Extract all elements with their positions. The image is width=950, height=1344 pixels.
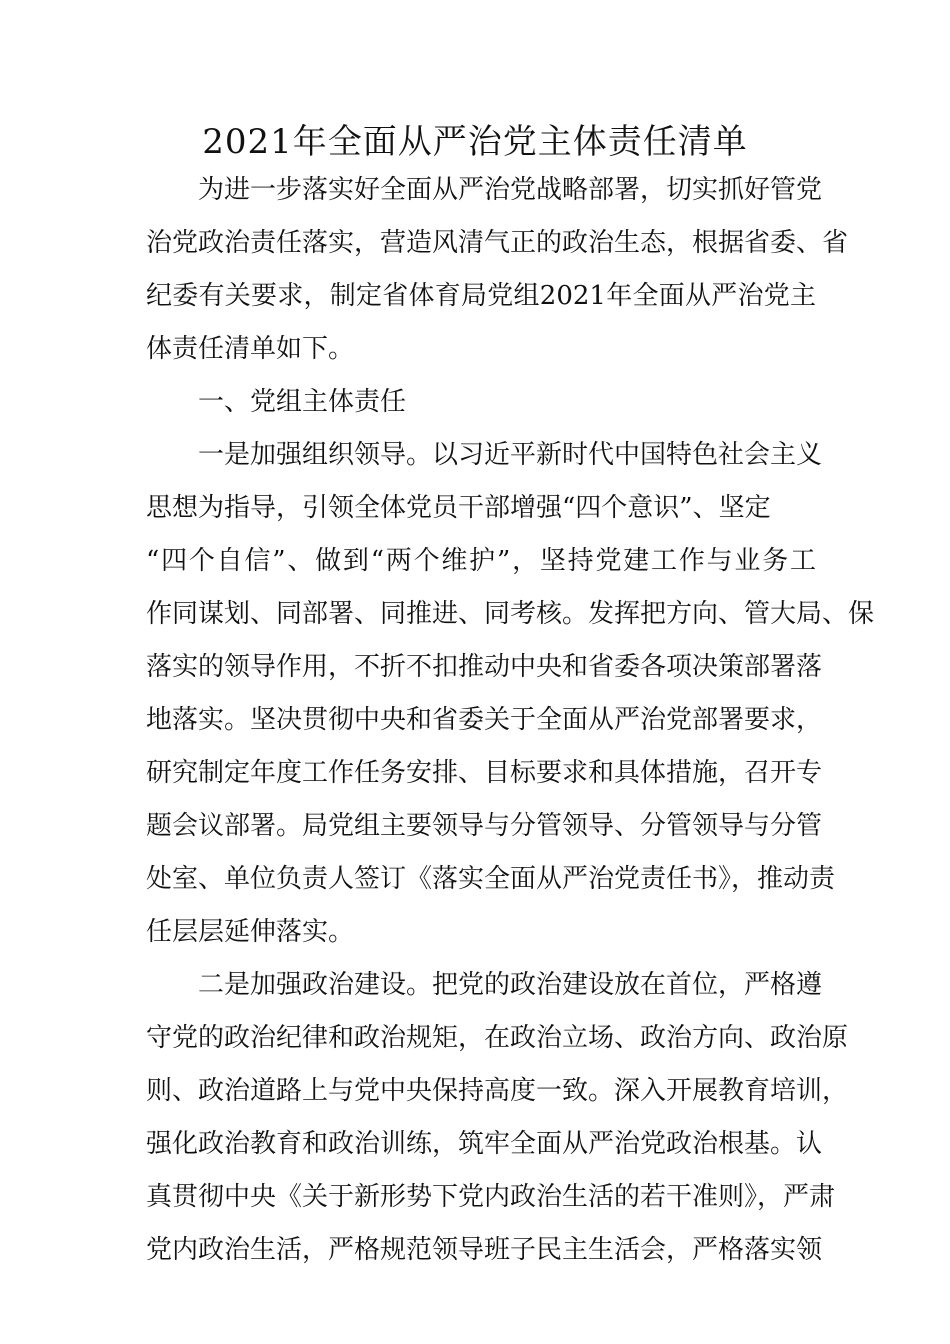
paragraph-line: 思想为指导，引领全体党员干部增强“四个意识”、坚定 <box>146 493 771 523</box>
paragraph-line: 真贯彻中央《关于新形势下党内政治生活的若干准则》，严肃 <box>146 1182 836 1212</box>
paragraph-line: 处室、单位负责人签订《落实全面从严治党责任书》，推动责 <box>146 864 836 894</box>
paragraph-line: 任层层延伸落实。 <box>146 917 355 947</box>
paragraph-line: 二是加强政治建设。把党的政治建设放在首位，严格遵 <box>198 970 823 1000</box>
section-heading: 一、党组主体责任 <box>198 387 407 417</box>
paragraph-line: 研究制定年度工作任务安排、目标要求和具体措施，召开专 <box>146 758 823 788</box>
paragraph-line: “四个自信”、做到“两个维护”，坚持党建工作与业务工 <box>146 546 816 576</box>
paragraph-line: 落实的领导作用，不折不扣推动中央和省委各项决策部署落 <box>146 652 823 682</box>
paragraph-line: 题会议部署。局党组主要领导与分管领导、分管领导与分管 <box>146 811 823 841</box>
paragraph-line: 强化政治教育和政治训练，筑牢全面从严治党政治根基。认 <box>146 1129 823 1159</box>
paragraph-line: 为进一步落实好全面从严治党战略部署，切实抓好管党 <box>198 175 823 205</box>
document-title: 2021年全面从严治党主体责任清单 <box>202 122 748 162</box>
paragraph-line: 地落实。坚决贯彻中央和省委关于全面从严治党部署要求， <box>146 705 823 735</box>
paragraph-line: 作同谋划、同部署、同推进、同考核。发挥把方向、管大局、保 <box>146 599 875 629</box>
paragraph-line: 一是加强组织领导。以习近平新时代中国特色社会主义 <box>198 440 823 470</box>
paragraph-line: 则、政治道路上与党中央保持高度一致。深入开展教育培训， <box>146 1076 849 1106</box>
paragraph-line: 党内政治生活，严格规范领导班子民主生活会，严格落实领 <box>146 1235 823 1265</box>
paragraph-line: 守党的政治纪律和政治规矩，在政治立场、政治方向、政治原 <box>146 1023 849 1053</box>
paragraph-line: 体责任清单如下。 <box>146 334 355 364</box>
paragraph-line: 治党政治责任落实，营造风清气正的政治生态，根据省委、省 <box>146 228 849 258</box>
paragraph-line: 纪委有关要求，制定省体育局党组2021年全面从严治党主 <box>146 281 816 311</box>
